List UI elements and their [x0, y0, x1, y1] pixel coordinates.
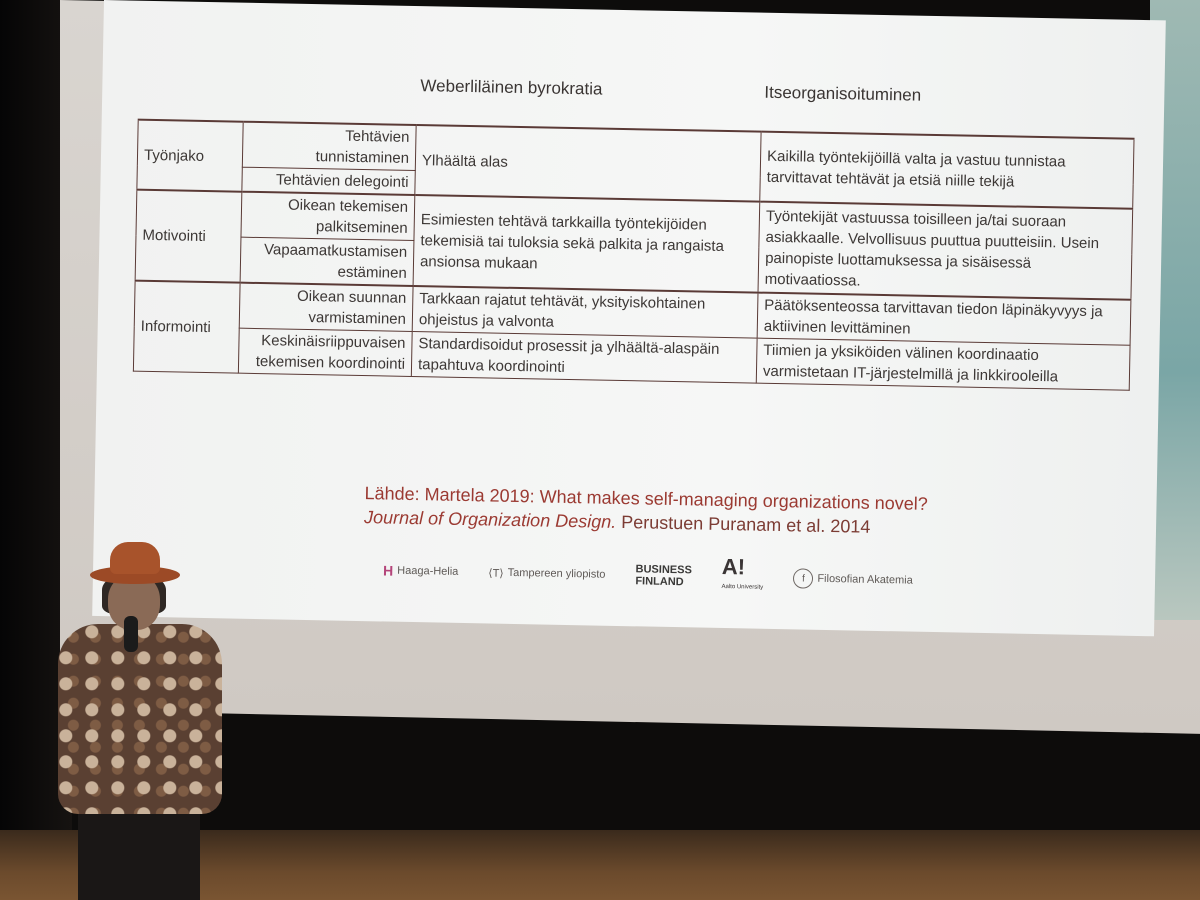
presenter-shirt: [58, 624, 222, 814]
sub-cell: Tehtävien delegointi: [242, 167, 415, 195]
category-cell: Motivointi: [135, 190, 242, 283]
weber-cell: Standardisoidut prosessit ja ylhäältä-alaspäin tapahtuva koordinointi: [411, 331, 757, 383]
itse-cell: Kaikilla työntekijöillä valta ja vastuu tunnistaa tarvittavat tehtävät ja etsiä niille tekijä: [760, 132, 1134, 209]
itse-cell: Työntekijät vastuussa toisilleen ja/tai suoraan asiakkaalle. Velvollisuus puuttua puutteisiin. Usein painopiste luottamuksessa ja sisäisessä motivaatiossa.: [758, 202, 1133, 300]
sub-cell: Oikean tekemisen palkitseminen: [241, 192, 415, 241]
source-citation: Lähde: Martela 2019: What makes self-managing organizations novel?: [364, 483, 928, 514]
haaga-helia-mark-icon: H: [382, 562, 394, 579]
journal-name: Journal of Organization Design.: [363, 507, 617, 532]
sub-cell: Vapaamatkustamisen estäminen: [240, 237, 414, 286]
hat-crown: [110, 542, 160, 574]
category-cell: Informointi: [133, 281, 240, 373]
sub-cell: Tehtävien tunnistaminen: [242, 122, 416, 171]
filosofian-mark-icon: f: [793, 568, 813, 588]
category-cell: Työnjako: [137, 120, 243, 192]
filosofian-akatemia-logo: f Filosofian Akatemia: [793, 568, 913, 590]
comparison-table: [133, 119, 1135, 391]
column-header-itse: Itseorganisoituminen: [764, 82, 922, 105]
weber-cell: Tarkkaan rajatut tehtävät, yksityiskohtainen ohjeistus ja valvonta: [412, 286, 758, 338]
itse-cell: Päätöksenteossa tarvittavan tiedon läpinäkyvyys ja aktiivinen levittäminen: [757, 293, 1131, 346]
microphone-icon: [124, 616, 138, 652]
haaga-helia-logo: H Haaga-Helia: [382, 562, 459, 579]
column-header-weber: Weberliläinen byrokratia: [420, 76, 603, 99]
tampere-mark-icon: ⟨T⟩: [488, 566, 504, 580]
weber-cell: Esimiesten tehtävä tarkkailla työntekijöiden tekemisiä tai tuloksia sekä palkita ja rangaista ansionsa mukaan: [413, 195, 760, 293]
source-basis: Perustuen Puranam et al. 2014: [621, 512, 871, 537]
partner-logos: [383, 553, 944, 598]
tampere-logo: ⟨T⟩ Tampereen yliopisto: [488, 566, 606, 581]
sub-cell: Keskinäisriippuvaisen tekemisen koordinointi: [238, 328, 412, 376]
presentation-slide: [92, 0, 1166, 636]
presenter-legs: [78, 808, 200, 900]
presenter: [50, 540, 230, 900]
weber-cell: Ylhäältä alas: [415, 125, 761, 202]
aalto-logo: A! Aalto University: [721, 553, 764, 591]
sub-cell: Oikean suunnan varmistaminen: [239, 283, 413, 332]
itse-cell: Tiimien ja yksiköiden välinen koordinaatio varmistetaan IT-järjestelmillä ja linkkirooleilla: [756, 338, 1130, 390]
business-finland-logo: BUSINESS FINLAND: [635, 563, 692, 589]
